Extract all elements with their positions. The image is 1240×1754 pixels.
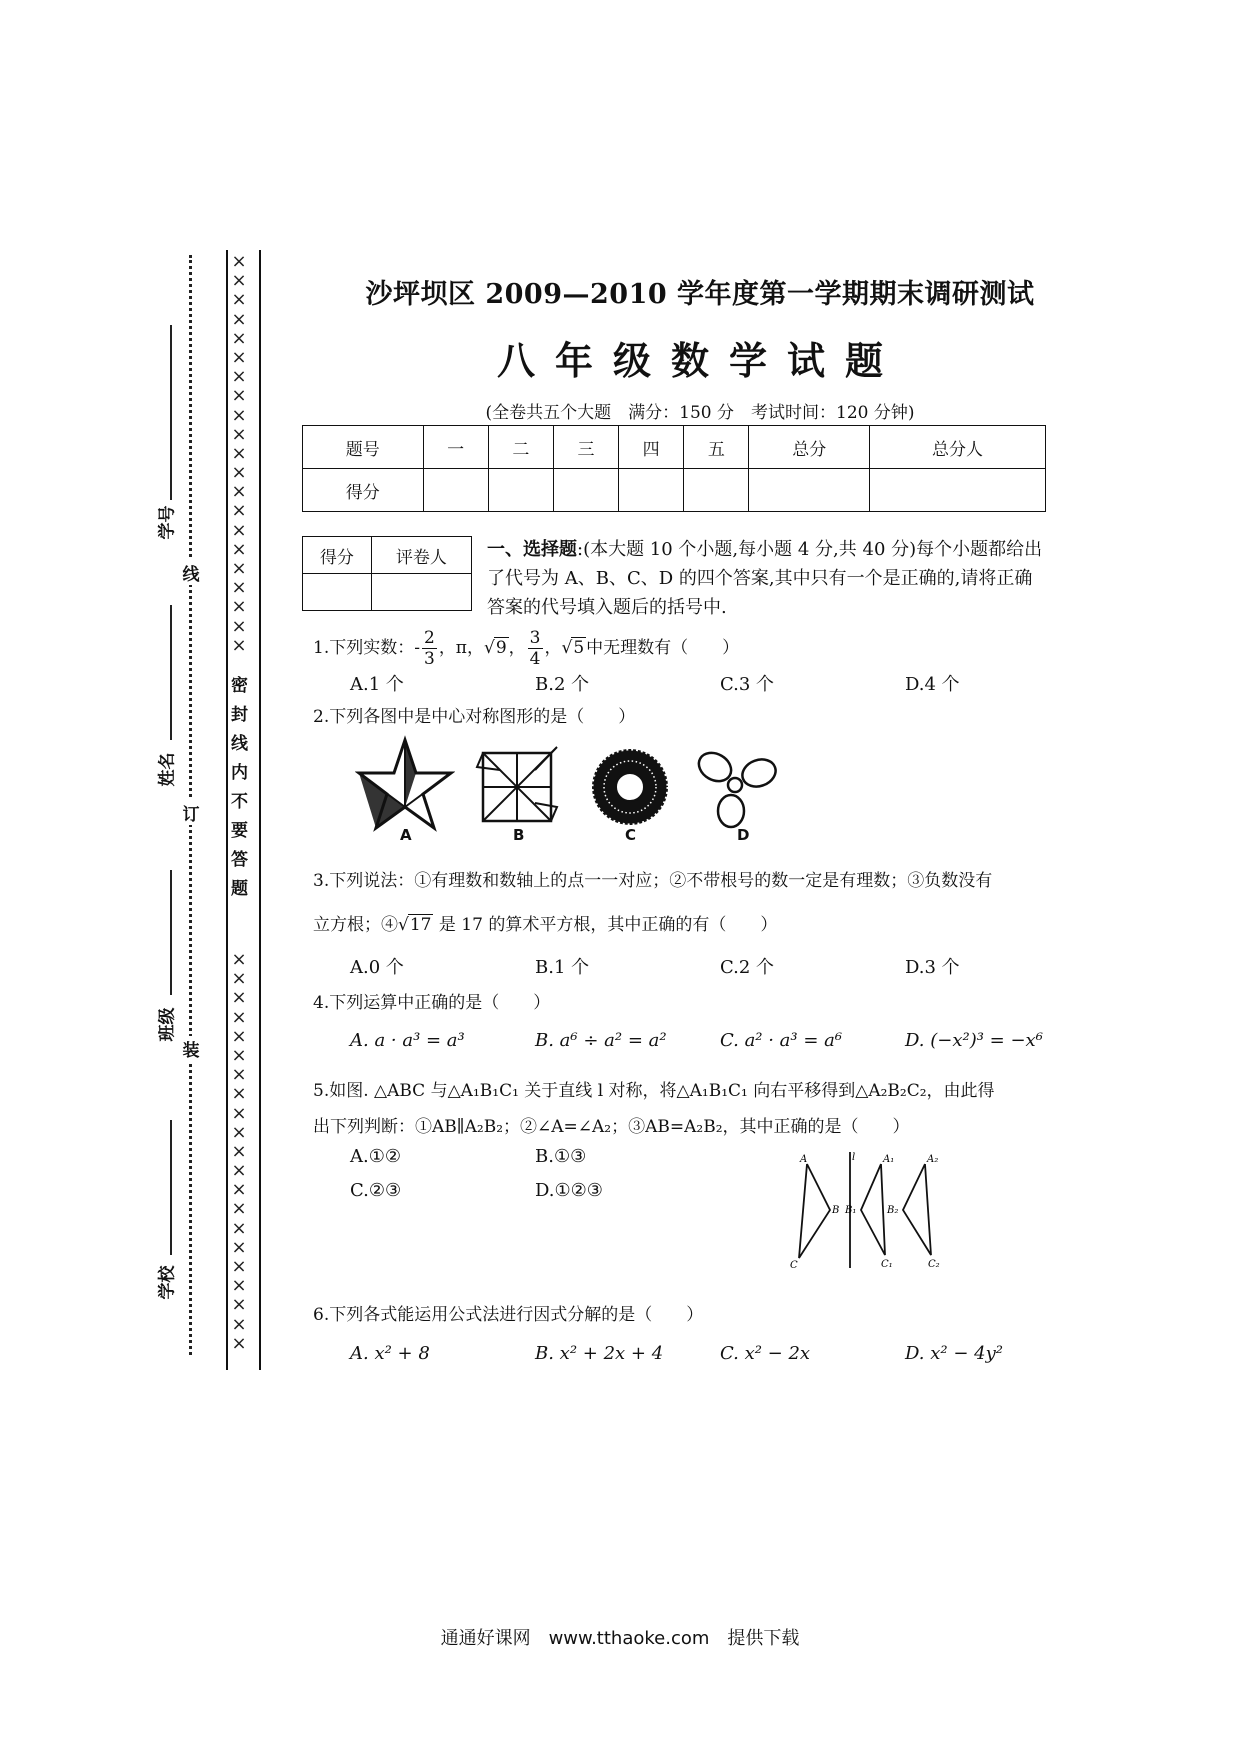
score-header-cell: 四 (619, 426, 684, 469)
score-header-cell: 一 (423, 426, 488, 469)
q1-fraction-1: $\frac{2}{3}$ (423, 628, 435, 669)
q2-figure-sunburst (588, 745, 673, 830)
score-header-cell: 五 (684, 426, 749, 469)
fig-label-c: C (790, 1260, 798, 1270)
fig-label-a2: A₂ (927, 1154, 939, 1165)
x-mark: × (231, 366, 247, 388)
field-label-school: 学校 (157, 1265, 178, 1300)
q4-option-d[interactable]: D. (−x²)³ = −x⁶ (905, 1030, 1043, 1051)
q5-option-b[interactable]: B.①③ (535, 1146, 587, 1167)
download-footer: 通通好课网 www.tthaoke.com 提供下载 (440, 1628, 800, 1649)
q6-option-d[interactable]: D. x² − 4y² (905, 1343, 1003, 1364)
x-mark: × (231, 634, 247, 656)
x-mark: × (231, 404, 247, 426)
grader-score-blank[interactable] (303, 574, 372, 611)
field-line-school (170, 1120, 172, 1255)
field-label-name: 姓名 (157, 752, 178, 787)
score-header-cell: 题号 (303, 426, 424, 469)
x-mark: × (231, 1102, 247, 1124)
score-table-header-row (303, 426, 1046, 469)
binding-char-ding: 订 (180, 800, 202, 825)
score-blank-cell[interactable] (684, 469, 749, 512)
fig-label-a: A (800, 1154, 808, 1165)
score-header-cell: 三 (553, 426, 618, 469)
x-mark: × (231, 1044, 247, 1066)
score-row-label: 得分 (303, 469, 424, 512)
q3-option-b[interactable]: B.1 个 (535, 957, 590, 978)
q4-stem: 4.下列运算中正确的是（ ） (313, 993, 551, 1013)
x-mark: × (231, 442, 247, 464)
seal-warning-text: 密封线内不要答题 (227, 676, 247, 908)
x-mark: × (231, 1256, 247, 1277)
x-mark: × (231, 1025, 247, 1047)
x-mark: × (231, 462, 247, 484)
field-label-student-id: 学号 (157, 505, 178, 540)
x-mark: × (231, 500, 247, 522)
section1-header (487, 535, 1047, 622)
x-mark: × (231, 1294, 247, 1316)
section1-title: 一、选择题 (487, 539, 577, 560)
fig-label-a1: A₁ (883, 1154, 895, 1165)
field-line-name (170, 605, 172, 740)
grader-name-label: 评卷人 (371, 537, 471, 574)
q2-figure-pinwheel (475, 745, 560, 830)
q2-label-c: C (625, 826, 637, 844)
x-mark: × (231, 1064, 247, 1086)
score-table (302, 425, 1046, 512)
q1-stem: 1.下列实数：- $\frac{2}{3}$ ，π，√9 ， $\frac{3}{4}$ ，√5 中无理数有（ ） (313, 628, 740, 669)
q3-option-a[interactable]: A.0 个 (350, 957, 404, 978)
score-header-cell: 二 (488, 426, 553, 469)
score-table-score-row (303, 469, 1046, 512)
fig-label-l: l (852, 1152, 856, 1163)
section1-intro-3: 答案的代号填入题后的括号中. (487, 597, 727, 618)
q5-line1: 5.如图. △ABC 与△A₁B₁C₁ 关于直线 l 对称，将△A₁B₁C₁ 向右平移得到△A₂B₂C₂，由此得 (313, 1081, 995, 1101)
q2-figure-star (355, 735, 455, 835)
q3-option-c[interactable]: C.2 个 (720, 957, 775, 978)
q5-option-d[interactable]: D.①②③ (535, 1180, 603, 1201)
x-mark: × (231, 577, 247, 599)
q1-option-d[interactable]: D.4 个 (905, 674, 960, 695)
x-mark: × (231, 519, 247, 541)
q5-option-c[interactable]: C.②③ (350, 1180, 402, 1201)
fig-label-b1: B₁ (845, 1205, 857, 1216)
fig-label-c2: C₂ (928, 1259, 940, 1270)
x-mark: × (231, 346, 247, 368)
fig-label-b: B (832, 1205, 840, 1216)
x-mark: × (231, 1006, 247, 1028)
field-line-student-id (170, 325, 172, 500)
q3-line1: 3.下列说法：①有理数和数轴上的点一一对应；②不带根号的数一定是有理数；③负数没有 (313, 871, 993, 891)
x-mark: × (231, 558, 247, 579)
x-mark: × (231, 1121, 247, 1143)
score-blank-cell[interactable] (488, 469, 553, 512)
q3-sqrt-17: 17 (409, 915, 432, 935)
score-blank-cell[interactable] (423, 469, 488, 512)
q4-option-c[interactable]: C. a² · a³ = a⁶ (720, 1030, 843, 1051)
q4-option-b[interactable]: B. a⁶ ÷ a² = a² (535, 1030, 667, 1051)
x-mark: × (231, 308, 247, 330)
binding-char-xian: 线 (180, 560, 202, 585)
grader-name-blank[interactable] (371, 574, 471, 611)
x-mark: × (231, 481, 247, 503)
grader-table (302, 536, 472, 611)
binding-char-zhuang: 装 (180, 1036, 202, 1061)
x-mark: × (231, 596, 247, 618)
margin-rule-right (259, 250, 261, 1370)
exam-title: 沙坪坝区 2009—2010 学年度第一学期期末调研测试 (365, 279, 1035, 310)
grader-score-label: 得分 (303, 537, 372, 574)
x-mark: × (231, 949, 247, 970)
field-line-class (170, 870, 172, 995)
q1-option-c[interactable]: C.3 个 (720, 674, 775, 695)
fig-label-c1: C₁ (881, 1259, 893, 1270)
section1-intro-2: 了代号为 A、B、C、D 的四个答案,其中只有一个是正确的,请将正确 (487, 568, 1033, 589)
score-blank-cell[interactable] (619, 469, 684, 512)
score-blank-cell[interactable] (749, 469, 870, 512)
q5-line2: 出下列判断：①AB∥A₂B₂；②∠A=∠A₂；③AB=A₂B₂，其中正确的是（ ） (313, 1117, 910, 1137)
q2-label-b: B (513, 826, 525, 844)
q2-stem: 2.下列各图中是中心对称图形的是（ ） (313, 707, 636, 727)
field-label-class: 班级 (157, 1007, 178, 1042)
q3-line2: 立方根；④√17 是 17 的算术平方根，其中正确的有（ ） (313, 915, 778, 935)
q2-label-d: D (737, 826, 750, 844)
q5-triangles-figure (785, 1150, 965, 1270)
q4-option-a[interactable]: A. a · a³ = a³ (350, 1030, 465, 1051)
x-mark: × (231, 1083, 247, 1105)
q6-option-c[interactable]: C. x² − 2x (720, 1343, 811, 1364)
x-mark: × (231, 251, 247, 272)
x-mark: × (231, 987, 247, 1009)
q1-option-a[interactable]: A.1 个 (350, 674, 404, 695)
x-mark: × (231, 1313, 247, 1335)
score-blank-cell[interactable] (553, 469, 618, 512)
x-mark: × (231, 1140, 247, 1162)
q3-option-d[interactable]: D.3 个 (905, 957, 960, 978)
x-mark: × (231, 1160, 247, 1182)
fig-label-b2: B₂ (887, 1205, 899, 1216)
x-mark: × (231, 1275, 247, 1297)
x-mark: × (231, 538, 247, 560)
x-mark: × (231, 1332, 247, 1354)
score-header-cell: 总分 (749, 426, 870, 469)
q6-stem: 6.下列各式能运用公式法进行因式分解的是（ ） (313, 1305, 704, 1325)
x-mark: × (231, 1236, 247, 1258)
x-mark: × (231, 1198, 247, 1220)
x-mark: × (231, 1179, 247, 1201)
x-mark: × (231, 968, 247, 990)
x-mark-column-bottom (228, 950, 250, 1353)
score-header-cell: 总分人 (869, 426, 1045, 469)
x-mark: × (231, 615, 247, 637)
x-mark: × (231, 270, 247, 292)
q6-option-a[interactable]: A. x² + 8 (350, 1343, 430, 1364)
exam-info: (全卷共五个大题 满分：150 分 考试时间：120 分钟) (485, 403, 915, 423)
q2-label-a: A (400, 826, 412, 844)
q1-sqrt-5: 5 (573, 638, 585, 658)
x-mark: × (231, 423, 247, 445)
x-mark: × (231, 327, 247, 349)
q2-figure-fan (693, 745, 783, 830)
q1-sqrt-9: 9 (495, 638, 507, 658)
x-mark-column-top (228, 252, 250, 655)
x-mark: × (231, 289, 247, 311)
q6-option-b[interactable]: B. x² + 2x + 4 (535, 1343, 664, 1364)
score-blank-cell[interactable] (869, 469, 1045, 512)
q1-fraction-2: $\frac{3}{4}$ (529, 628, 541, 669)
q5-option-a[interactable]: A.①② (350, 1146, 401, 1167)
section1-intro-1: :(本大题 10 个小题,每小题 4 分,共 40 分)每个小题都给出 (577, 539, 1043, 560)
x-mark: × (231, 385, 247, 407)
x-mark: × (231, 1217, 247, 1239)
q1-option-b[interactable]: B.2 个 (535, 674, 590, 695)
exam-subtitle: 八年级数学试题 (496, 338, 903, 383)
